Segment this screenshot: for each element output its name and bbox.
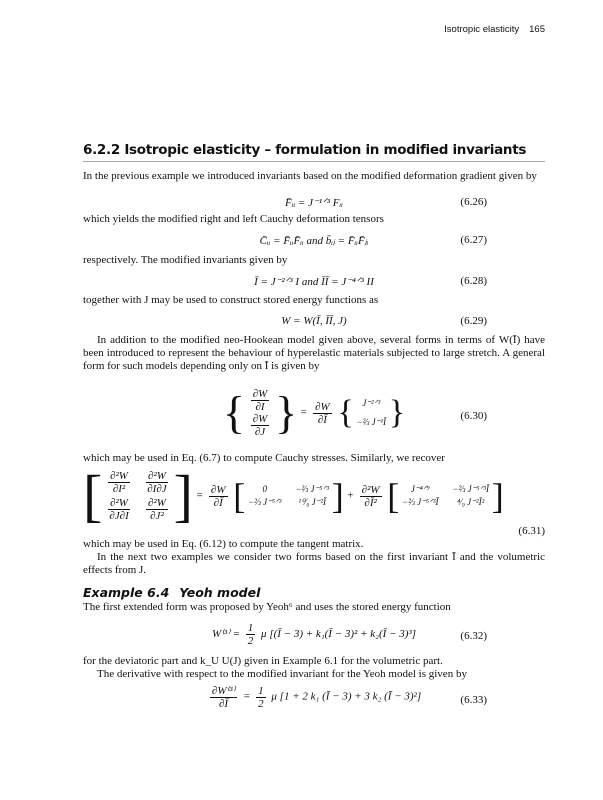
equation-body: C̄ᵢᵢ = F̄ᵢᵢF̄ᵢᵢ and b̄ᵢⱼ = F̄ᵢᵢF̄ⱼᵢ [259,235,369,247]
paragraph: for the deviatoric part and k_U U(J) given in Example 6.1 for the volumetric part. [83,655,443,667]
heading-rule [83,161,545,162]
paragraph: The derivative with respect to the modified invariant for the Yeoh model is given by [97,668,467,680]
equals: = [299,406,308,419]
numerator: ∂W [210,483,226,496]
equation-number: (6.30) [460,410,487,422]
equation-number: (6.26) [460,196,487,208]
fraction [313,401,332,426]
paragraph: which may be used in Eq. (6.12) to compute the tangent matrix. [83,538,364,550]
vector-entry: −⅔ J⁻¹Ī [356,417,387,427]
plus: + [346,489,354,502]
right-brace: } [388,394,406,431]
equation-number: (6.31) [518,525,545,537]
numerator: ∂W [315,400,330,413]
equation-6-30 [83,388,545,450]
equation-6-29 [83,315,545,327]
equation-body: F̄ᵢᵢ = J⁻¹ᐟ³ Fᵢᵢ [284,197,343,209]
matrix-entry: J⁻⁴ᐟ⁹ [410,484,430,494]
fraction [251,413,270,438]
matrix-entry: 0 [262,484,267,494]
numerator: ∂²W [147,470,166,482]
paragraph: which yields the modified right and left Cauchy deformation tensors [83,213,384,225]
rhs: μ [(Ī − 3) + k₁(Ī − 3)² + k₂(Ī − 3)³] [261,628,416,641]
section-heading: 6.2.2 Isotropic elasticity – formulation in modified invariants [83,142,527,158]
example-title: Yeoh model [179,585,261,600]
example-label: Example 6.4 [83,585,170,600]
equation-6-26 [83,196,545,209]
paragraph: In addition to the modified neo-Hookean model given above, several forms in terms of W(Ī) have been introduced to represent the behaviour of hyperelastic materials subjected to large stretch. A general form for such models depending only on Ī is given by [83,334,545,372]
equation-6-27 [83,234,545,247]
equals: = [195,489,204,502]
paragraph: The first extended form was proposed by Yeoh⁶ and uses the stored energy function [83,601,451,613]
paragraph: In the next two examples we consider two forms based on the first invariant Ī and the volumetric effects from J. [83,551,545,576]
left-bracket: [ [233,476,246,516]
matrix-entry: −⅔ J⁻⁵ᐟ³ [295,484,329,494]
equation-number: (6.28) [460,275,487,287]
numerator: ∂²W [110,497,128,509]
denominator: ∂Ī² [364,496,377,509]
left-brace: { [337,394,354,431]
equation-number: (6.29) [460,315,487,327]
vector-entry: J⁻²ᐟ³ [362,398,381,408]
numerator: ∂²W [361,483,380,496]
paragraph: respectively. The modified invariants given by [83,254,288,266]
denominator: ∂J² [150,510,164,522]
numerator: ∂W [252,413,268,425]
denominator: ∂Ī [218,698,229,710]
equation-number: (6.33) [460,694,487,706]
right-bracket: ] [491,476,504,516]
right-bracket: ] [331,476,344,516]
matrix-entry: ¹⁰⁄₉ J⁻²Ī [298,497,327,507]
equation-6-28 [83,275,545,288]
denominator: ∂J [254,426,266,438]
denominator: ∂Ī [317,413,327,426]
equation-6-32 [83,622,545,647]
denominator: 2 [247,635,254,647]
denominator: ∂I² [112,483,126,495]
page-number: 165 [529,24,545,35]
equation-body: W = W(Ī, ĪĪ, J) [281,315,347,327]
denominator: ∂J∂I [109,510,129,522]
paragraph: together with J may be used to construct stored energy functions as [83,294,379,306]
left-bracket: [ [83,463,103,528]
numerator: 1 [258,684,264,697]
numerator: ∂W⁽³⁾ [211,685,236,697]
numerator: ∂W [252,388,268,400]
paragraph: which may be used in Eq. (6.7) to compute Cauchy stresses. Similarly, we recover [83,452,445,464]
running-header [444,24,545,35]
right-bracket: ] [173,463,193,528]
equation-body: Ī = J⁻²ᐟ³ I and ĪĪ = J⁻⁴ᐟ³ II [254,276,374,288]
example-heading [83,585,260,600]
left-brace: { [222,387,245,438]
lhs: W⁽³⁾ = [212,628,241,641]
matrix-entry: −⅔ J⁻⁵ᐟ³ [248,497,282,507]
numerator: ∂²W [147,497,166,509]
denominator: ∂Ī [213,496,223,509]
running-title: Isotropic elasticity [444,24,520,35]
fraction [251,388,270,413]
matrix-entry: −⅔ J⁻⁵ᐟ³Ī [452,484,489,494]
equation-6-33 [83,684,545,710]
equation-number: (6.32) [460,630,487,642]
denominator: 2 [258,697,264,710]
paragraph: In the previous example we introduced invariants based on the modified deformation gradient given by [83,170,537,182]
numerator: ∂²W [110,470,128,482]
denominator: ∂I∂J [147,483,167,495]
right-brace: } [275,387,298,438]
equation-number: (6.27) [460,234,487,246]
equation-6-31 [83,463,545,537]
rhs: μ [1 + 2 k₁ (Ī − 3) + 3 k₂ (Ī − 3)²] [271,690,422,703]
denominator: ∂I [255,401,265,413]
equals: = [242,690,251,703]
matrix-entry: ⁴⁄₉ J⁻²Ī² [457,497,485,507]
left-bracket: [ [387,476,400,516]
matrix-entry: −⅔ J⁻⁵ᐟ³Ī [402,497,439,507]
numerator: 1 [247,622,254,634]
